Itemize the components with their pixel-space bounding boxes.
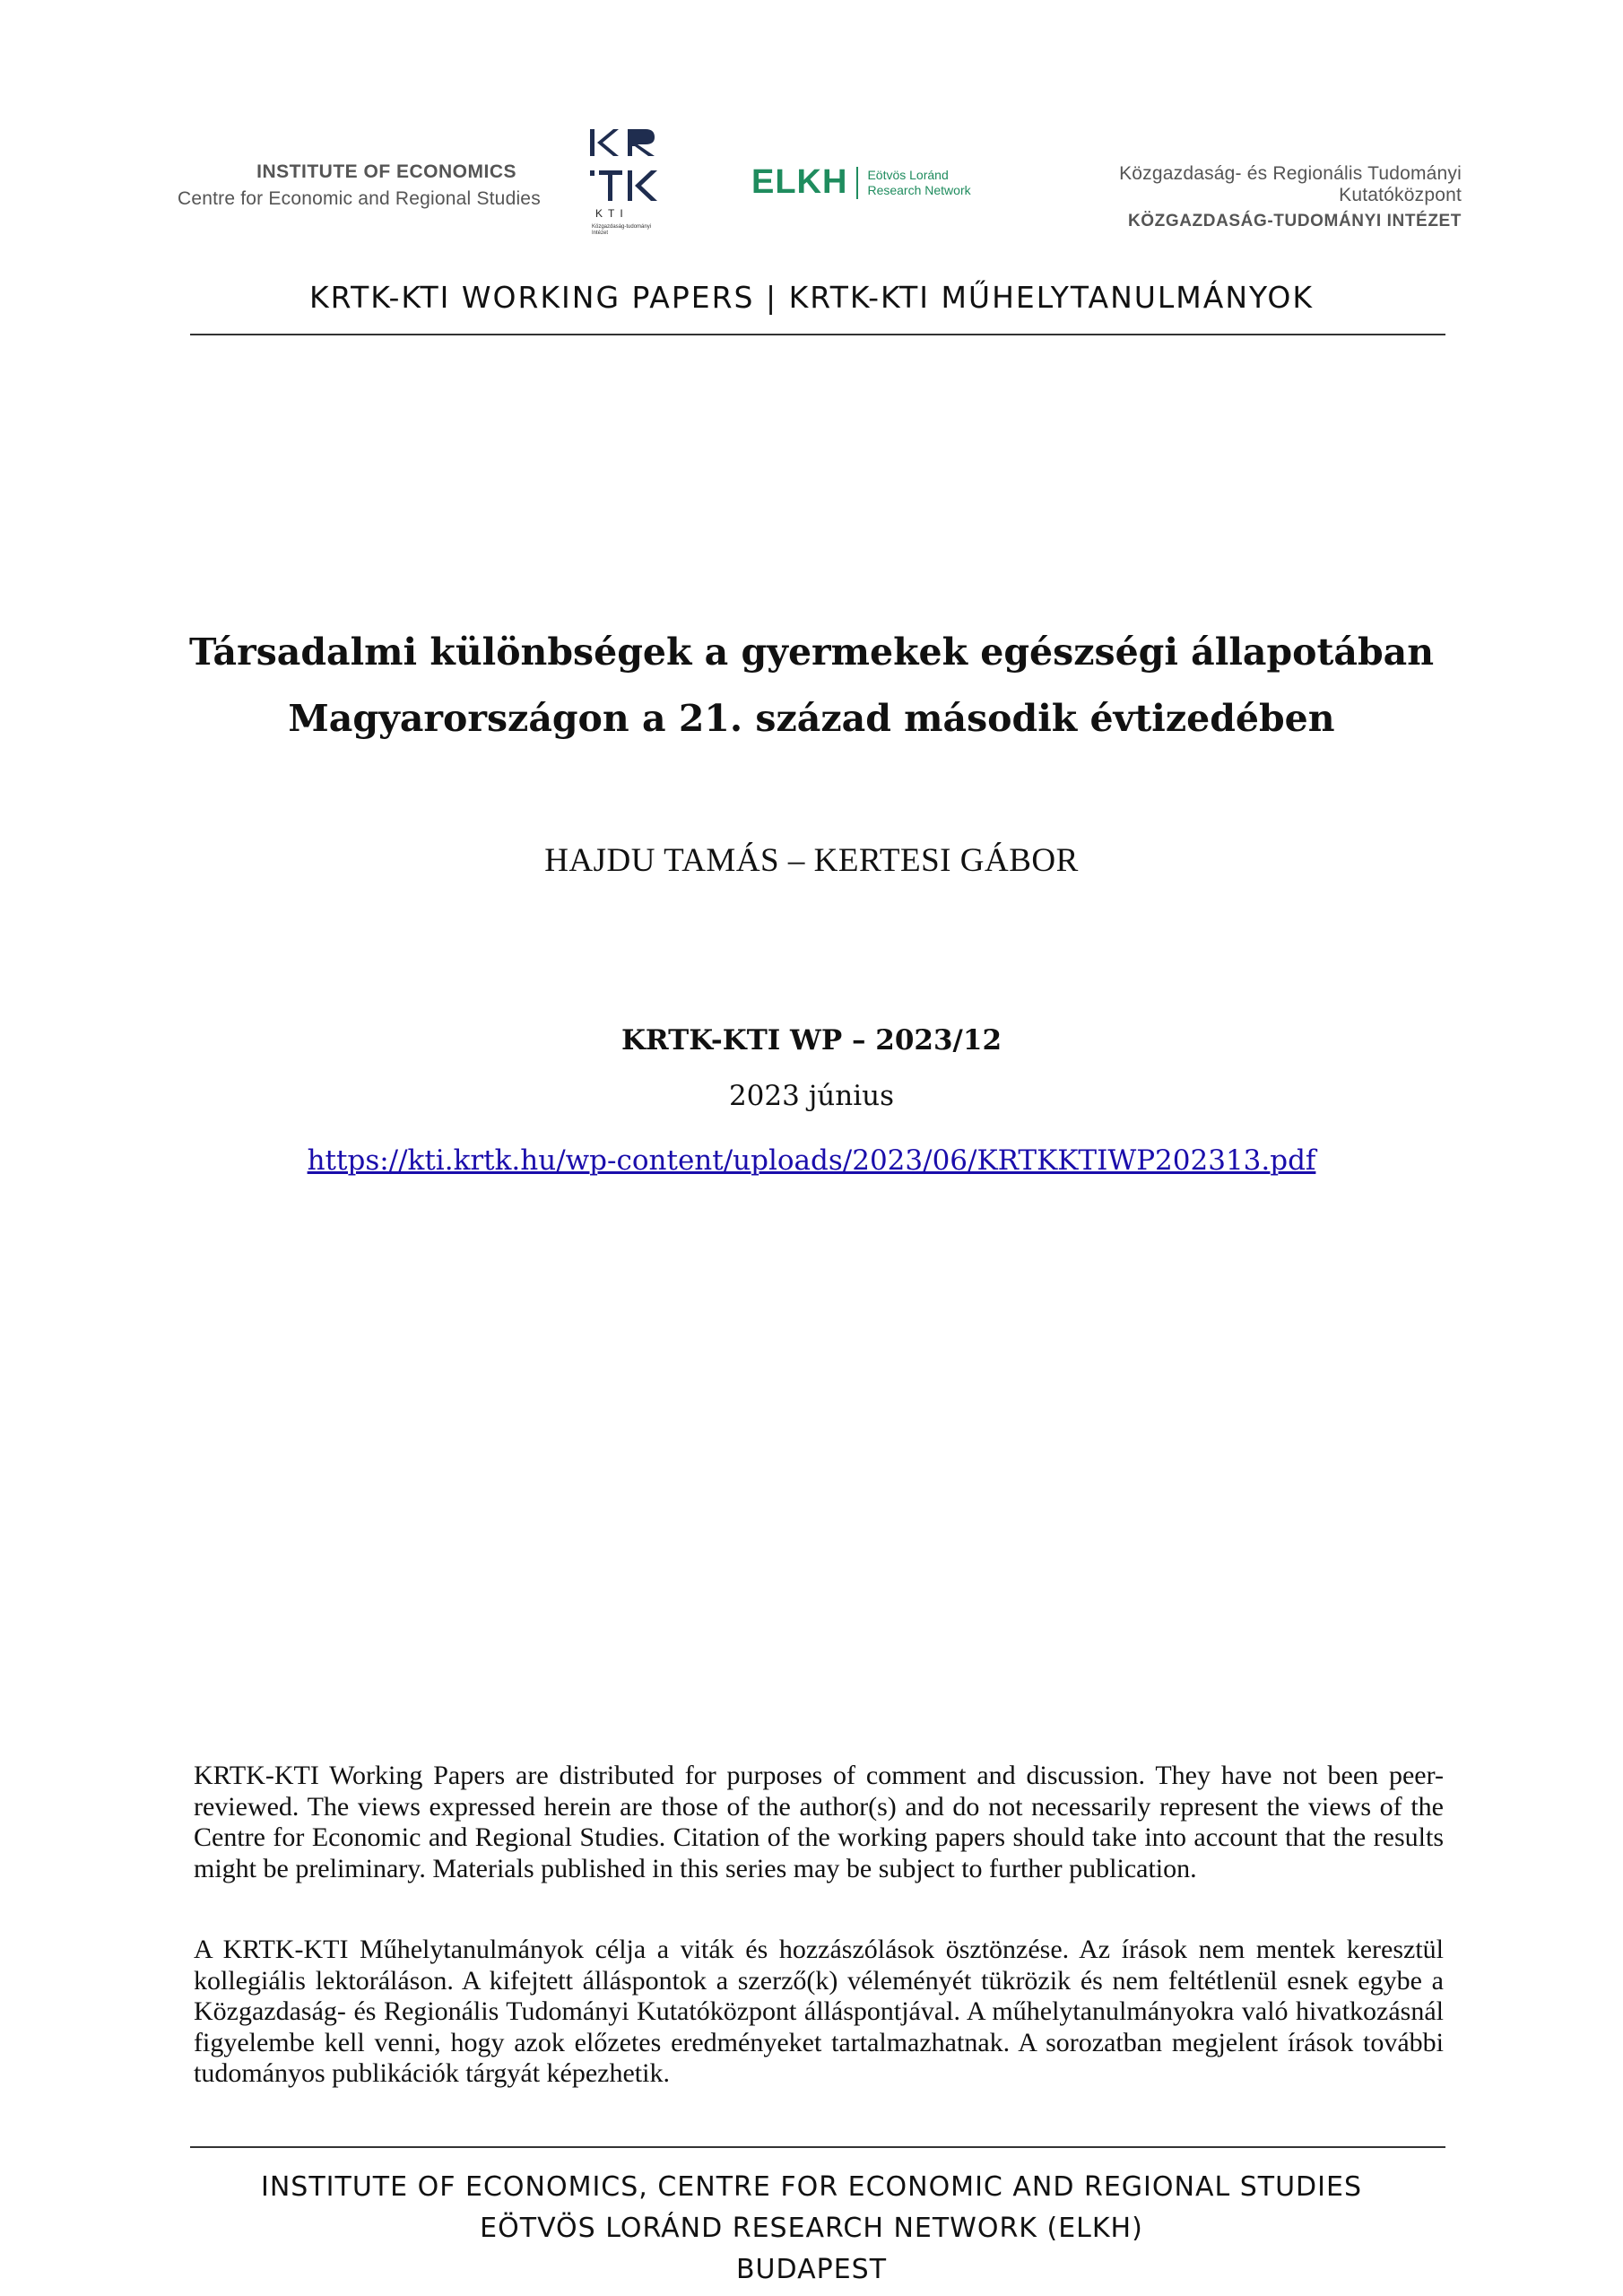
disclaimer-english: KRTK-KTI Working Papers are distributed for purposes of comment and discussion. They have not been peer-reviewed. The views expressed herein are those of the author(s) and do not necessarily represent the views of the Centre for Economic and Regional Studies. Citation of the working papers should take into account that the results might be preliminary. Materials published in this series may be subject to further publication. — [194, 1761, 1444, 1883]
paper-title — [0, 619, 1623, 752]
kti-mark-icon — [588, 126, 678, 204]
kti-logo — [588, 126, 687, 247]
elkh-logo — [751, 163, 971, 202]
working-paper-url-link[interactable]: https://kti.krtk.hu/wp-content/uploads/2023/06/KRTKKTIWP202313.pdf — [307, 1144, 1316, 1177]
elkh-logo-text — [867, 168, 970, 198]
footer — [0, 2167, 1623, 2291]
institute-logo-line1: INSTITUTE OF ECONOMICS — [256, 161, 516, 182]
elkh-logo-divider — [856, 167, 858, 199]
kti-logo-text: KTI — [595, 207, 629, 220]
elkh-logo-line2: Research Network — [867, 182, 971, 197]
paper-title-line2: Magyarországon a 21. század második évtizedében — [288, 697, 1335, 740]
logo-row — [0, 126, 1623, 251]
institute-logo-line2: Centre for Economic and Regional Studies — [178, 188, 541, 209]
series-header: KRTK-KTI WORKING PAPERS | KRTK-KTI MŰHELYTANULMÁNYOK — [308, 280, 1315, 315]
krtk-logo — [1011, 163, 1462, 231]
header-divider — [190, 334, 1445, 335]
institute-of-economics-logo — [178, 161, 541, 210]
elkh-logo-mark: ELKH — [751, 163, 848, 201]
paper-title-line1: Társadalmi különbségek a gyermekek egészségi állapotában — [188, 631, 1435, 674]
working-paper-url-container — [0, 1144, 1623, 1177]
footer-line3: BUDAPEST — [735, 2254, 888, 2285]
working-paper-date: 2023 június — [728, 1080, 895, 1112]
disclaimer-hungarian: A KRTK-KTI Műhelytanulmányok célja a viták és hozzászólások ösztönzése. Az írások nem mentek keresztül kollegiális lektoráláson. A kifejtett álláspontok a szerző(k) véleményét tükrözik és nem feltétlenül esnek egybe a Közgazdaság- és Regionális Tudományi Kutatóközpont álláspontjával. A műhelytanulmányokra való hivatkozásnál figyelembe kell venni, hogy azok előzetes eredményeket tartalmazhatnak. A sorozatban megjelent írások további tudományos publikációk tárgyát képezhetik. — [194, 1935, 1444, 2088]
paper-authors: HAJDU TAMÁS – KERTESI GÁBOR — [544, 842, 1079, 879]
krtk-logo-line1: Közgazdaság- és Regionális Tudományi Kutatóközpont — [1119, 163, 1462, 205]
footer-divider — [190, 2146, 1445, 2148]
elkh-logo-line1: Eötvös Loránd — [867, 167, 949, 182]
working-paper-number: KRTK-KTI WP – 2023/12 — [621, 1024, 1002, 1057]
krtk-logo-line2: KÖZGAZDASÁG-TUDOMÁNYI INTÉZET — [1127, 212, 1462, 230]
footer-line2: EÖTVÖS LORÁND RESEARCH NETWORK (ELKH) — [480, 2213, 1143, 2244]
kti-logo-subtitle: Közgazdaság-tudományi Intézet — [592, 224, 652, 236]
footer-line1: INSTITUTE OF ECONOMICS, CENTRE FOR ECONOMIC AND REGIONAL STUDIES — [260, 2171, 1362, 2203]
